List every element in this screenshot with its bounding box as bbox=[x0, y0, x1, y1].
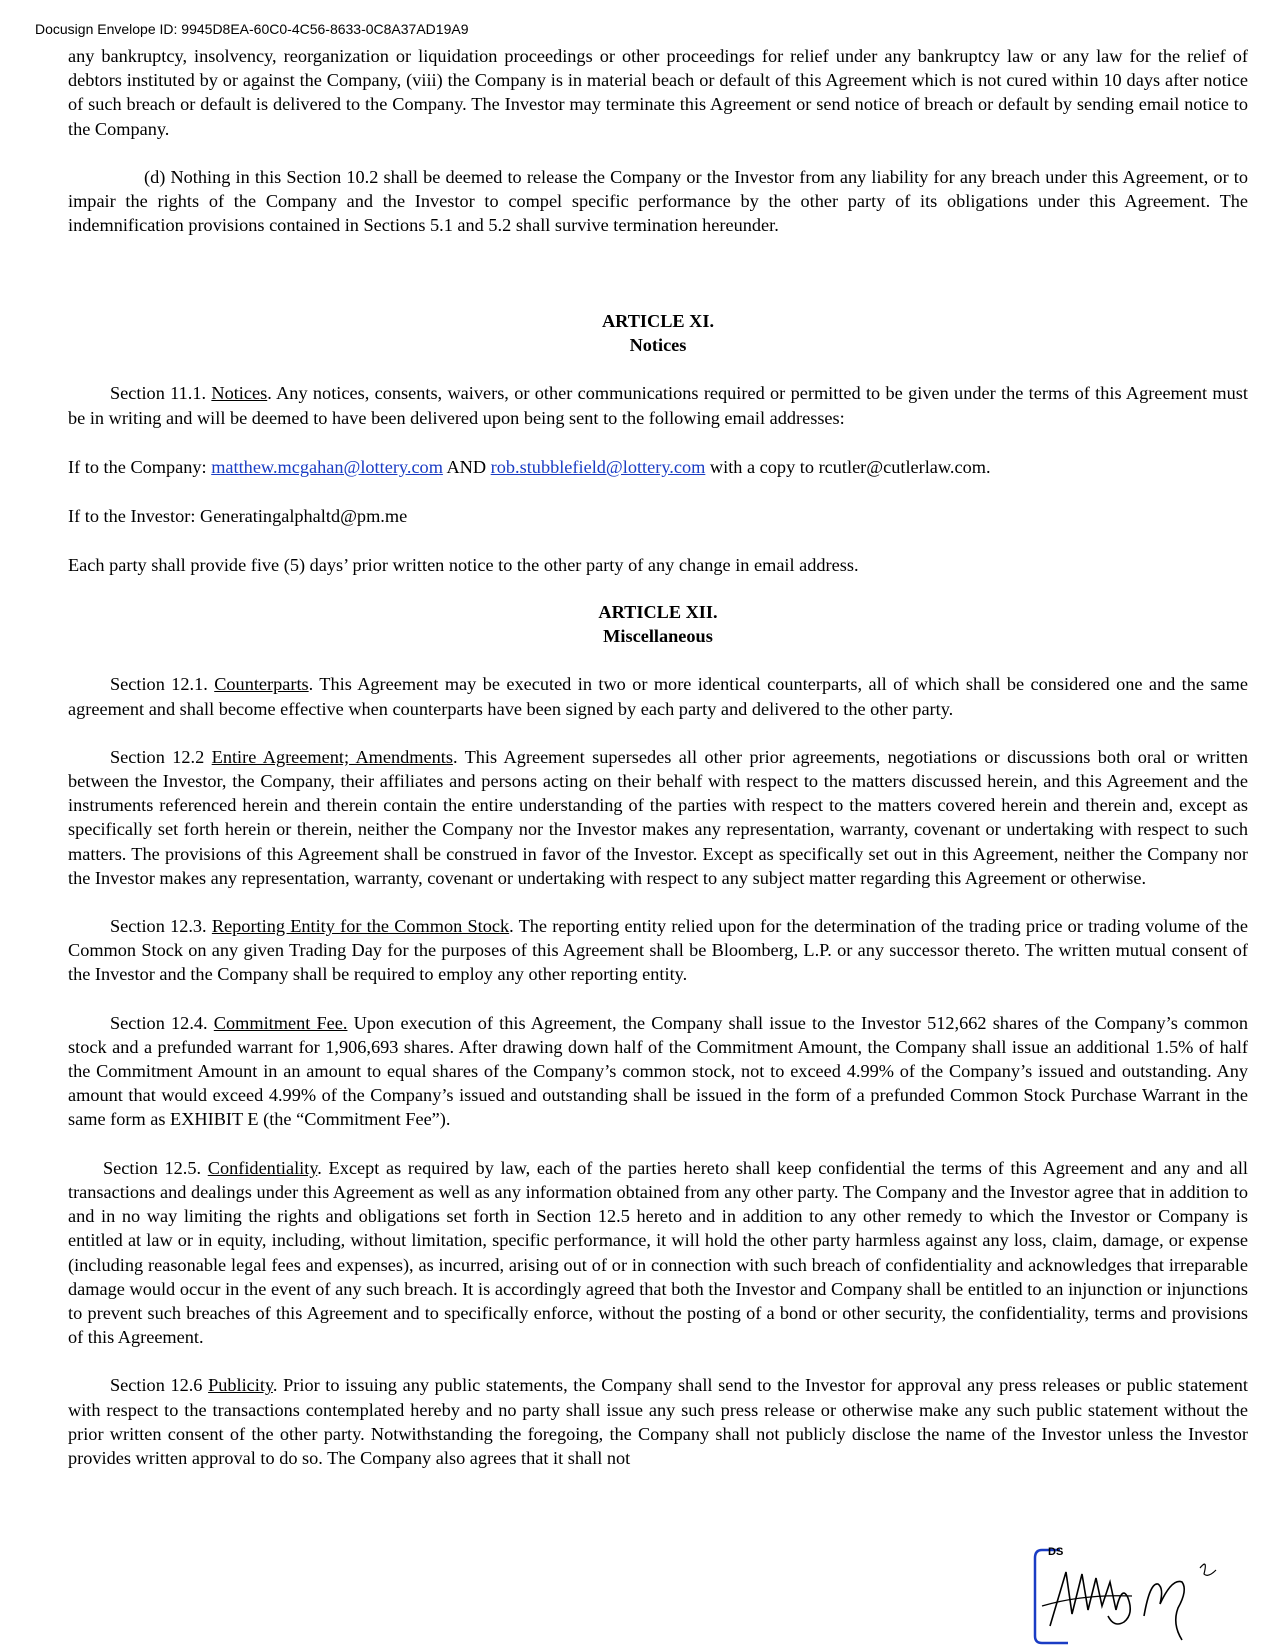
article-12-title: ARTICLE XII. bbox=[598, 602, 718, 623]
investor-notice-line: If to the Investor: Generatingalphaltd@pm.me bbox=[68, 506, 408, 527]
document-page bbox=[68, 44, 1248, 1470]
section-12-4-heading: Commitment Fee. bbox=[213, 1012, 348, 1033]
docusign-initials-stamp bbox=[1032, 1544, 1232, 1646]
envelope-id: Docusign Envelope ID: 9945D8EA-60C0-4C56-8633-0C8A37AD19A9 bbox=[35, 21, 469, 37]
section-12-4 bbox=[68, 1011, 1248, 1132]
section-12-5-prefix: Section 12.5. bbox=[103, 1157, 208, 1178]
company-notice-line bbox=[68, 455, 1248, 479]
initials-mark-1 bbox=[1050, 1572, 1130, 1626]
section-11-1-prefix: Section 11.1. bbox=[110, 383, 212, 404]
section-12-5 bbox=[68, 1156, 1248, 1350]
article-11-heading bbox=[68, 309, 1248, 357]
section-12-4-body: Upon execution of this Agreement, the Company shall issue to the Investor 512,662 shares of the Company’s common stock and a prefunded warrant for 1,906,693 shares. After drawing down half of the Commitment Amount, the Company shall issue an additional 1.5% of half the Commitment Amount in an amount to equal shares of the Company’s common stock, not to exceed 4.99% of the Company’s issued and outstanding. Any amount that would exceed 4.99% of the Company’s issued and outstanding shall be issued in the form of a prefunded Common Stock Purchase Warrant in the same form as EXHIBIT E (the “Commitment Fee”). bbox=[68, 1012, 1248, 1130]
notice-change-line: Each party shall provide five (5) days’ prior written notice to the other party of any change in email address. bbox=[68, 555, 859, 576]
article-12-heading bbox=[68, 600, 1248, 648]
section-12-6-heading: Publicity bbox=[208, 1375, 273, 1396]
company-notice-label: If to the Company: bbox=[68, 456, 212, 477]
section-12-2 bbox=[68, 745, 1248, 890]
section-12-2-prefix: Section 12.2 bbox=[110, 746, 212, 767]
section-12-2-heading: Entire Agreement; Amendments bbox=[211, 746, 453, 767]
section-11-1-heading: Notices bbox=[211, 383, 268, 404]
company-email-link-1[interactable]: matthew.mcgahan@lottery.com bbox=[211, 456, 443, 477]
section-12-1-prefix: Section 12.1. bbox=[110, 674, 215, 695]
section-12-6 bbox=[68, 1373, 1248, 1470]
section-12-3 bbox=[68, 914, 1248, 987]
section-12-3-heading: Reporting Entity for the Common Stock bbox=[211, 916, 510, 937]
initials-mark-3 bbox=[1200, 1564, 1216, 1575]
stamp-label: DS bbox=[1048, 1546, 1064, 1558]
section-11-1 bbox=[68, 381, 1248, 429]
section-12-1 bbox=[68, 672, 1248, 720]
section-12-5-heading: Confidentiality bbox=[207, 1157, 318, 1178]
section-10-2d: (d) Nothing in this Section 10.2 shall be deemed to release the Company or the Investor from any liability for any breach under this Agreement, or to impair the rights of the Company and the Investor to compel specific performance by the other party of its obligations under this Agreement. The indemnification provisions contained in Sections 5.1 and 5.2 shall survive termination hereunder. bbox=[68, 166, 1248, 236]
section-10-2c-continuation: any bankruptcy, insolvency, reorganization or liquidation proceedings or other proceedings for relief under any bankruptcy law or any law for the relief of debtors instituted by or against the Company, (viii) the Company is in material beach or default of this Agreement which is not cured within 10 days after notice of such breach or default is delivered to the Company. The Investor may terminate this Agreement or send notice of breach or default by sending email notice to the Company. bbox=[68, 46, 1248, 139]
section-12-6-prefix: Section 12.6 bbox=[110, 1375, 209, 1396]
section-12-4-prefix: Section 12.4. bbox=[110, 1012, 214, 1033]
article-11-subtitle: Notices bbox=[629, 335, 687, 356]
section-12-5-body: . Except as required by law, each of the parties hereto shall keep confidential the terms of this Agreement and any and all transactions and dealings under this Agreement as well as any information obtained from any other party. The Company and the Investor agree that in addition to and in no way limiting the rights and obligations set forth in Section 12.5 hereto and in addition to any other remedy to which the Investor or Company is entitled at law or in equity, including, without limitation, specific performance, it will hold the other party harmless against any loss, claim, damage, or expense (including reasonable legal fees and expenses), as incurred, arising out of or in connection with such breach of confidentiality and acknowledges that irreparable damage would occur in the event of any such breach. It is accordingly agreed that both the Investor and Company shall be entitled to an injunction or injunctions to prevent such breaches of this Agreement and to specifically enforce, without the posting of a bond or other security, the confidentiality, terms and provisions of this Agreement. bbox=[68, 1157, 1248, 1348]
company-notice-and: AND bbox=[442, 456, 491, 477]
company-notice-copy: with a copy to rcutler@cutlerlaw.com. bbox=[705, 456, 991, 477]
initials-mark-2 bbox=[1144, 1581, 1184, 1640]
article-12-subtitle: Miscellaneous bbox=[603, 626, 713, 647]
section-12-1-body: . This Agreement may be executed in two or more identical counterparts, all of which shall be considered one and the same agreement and shall become effective when counterparts have been signed by each party and delivered to the other party. bbox=[68, 674, 1248, 719]
section-12-3-body: . The reporting entity relied upon for the determination of the trading price or trading volume of the Common Stock on any given Trading Day for the purposes of this Agreement shall be Bloomberg, L.P. or any successor thereto. The written mutual consent of the Investor and the Company shall be required to employ any other reporting entity. bbox=[68, 916, 1248, 985]
section-11-1-body: . Any notices, consents, waivers, or other communications required or permitted to be given under the terms of this Agreement must be in writing and will be deemed to have been delivered upon being sent to the following email addresses: bbox=[68, 383, 1248, 428]
section-12-3-prefix: Section 12.3. bbox=[110, 916, 212, 937]
stamp-bracket bbox=[1035, 1550, 1068, 1643]
section-12-2-body: . This Agreement supersedes all other prior agreements, negotiations or discussions both oral or written between the Investor, the Company, their affiliates and persons acting on their behalf with respect to the matters discussed herein, and this Agreement and the instruments referenced herein and therein contain the entire understanding of the parties with respect to the matters covered herein and therein and, except as specifically set forth herein or therein, neither the Company nor the Investor makes any representation, warranty, covenant or undertaking with respect to such matters. The provisions of this Agreement shall be construed in favor of the Investor. Except as specifically set out in this Agreement, neither the Company nor the Investor makes any representation, warranty, covenant or undertaking with respect to any subject matter regarding this Agreement or otherwise. bbox=[68, 746, 1248, 888]
company-email-link-2[interactable]: rob.stubblefield@lottery.com bbox=[490, 456, 706, 477]
section-12-6-body: . Prior to issuing any public statements, the Company shall send to the Investor for approval any press releases or public statement with respect to the transactions contemplated hereby and no party shall issue any such press release or otherwise make any such public statement without the prior written consent of the other party. Notwithstanding the foregoing, the Company shall not publicly disclose the name of the Investor unless the Investor provides written approval to do so. The Company also agrees that it shall not bbox=[68, 1375, 1248, 1468]
article-11-title: ARTICLE XI. bbox=[601, 311, 715, 332]
section-12-1-heading: Counterparts bbox=[214, 674, 309, 695]
